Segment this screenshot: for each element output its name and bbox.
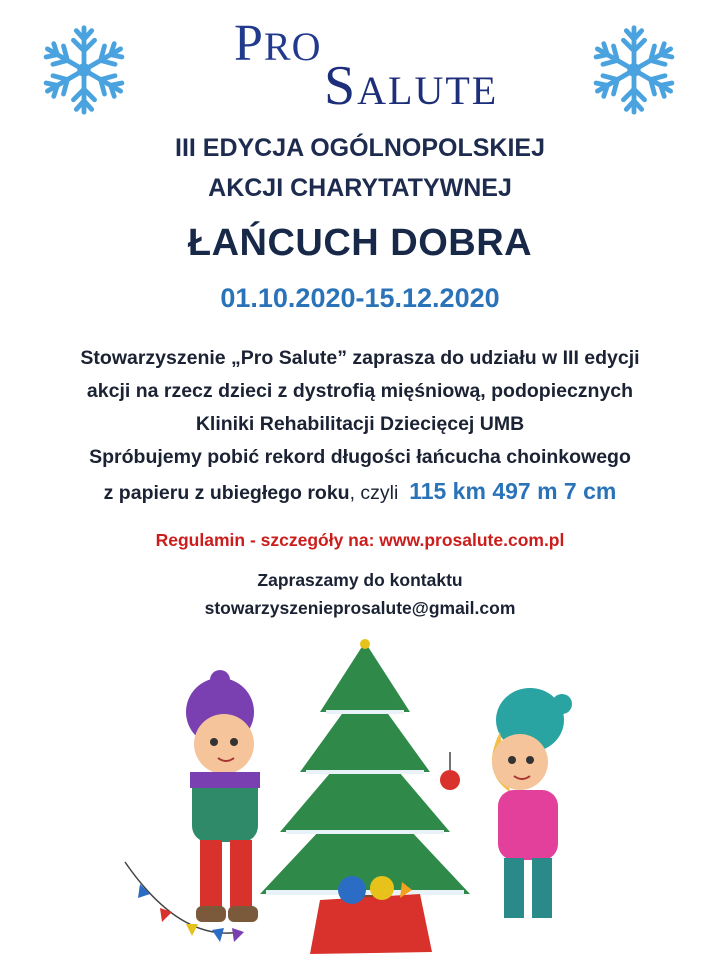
pro-salute-logo [232,14,502,117]
body-line-5-start: z papieru z ubiegłego roku [103,482,350,504]
contact-invite: Zapraszamy do kontaktu [257,570,463,590]
christmas-tree-illustration [120,632,590,960]
snowflake-icon [36,22,132,118]
snowflake-icon [586,22,682,118]
record-length: 115 km 497 m 7 cm [409,478,617,504]
body-line-1: Stowarzyszenie „Pro Salute” zaprasza do udziału w III edycji [80,347,640,369]
body-line-3: Kliniki Rehabilitacji Dziecięcej UMB [195,413,525,435]
campaign-name: ŁAŃCUCH DOBRA [187,222,533,264]
regulamin-link[interactable]: Regulamin - szczegóły na: www.prosalute.com.pl [155,530,565,550]
title-line-2: AKCJI CHARYTATYWNEJ [208,174,512,202]
body-line-5 [0,478,720,505]
title-line-1: III EDYCJA OGÓLNOPOLSKIEJ [175,134,545,162]
logo-pro: PRO [234,15,322,72]
campaign-dates: 01.10.2020-15.12.2020 [220,283,500,313]
boy-figure [186,670,260,922]
contact-email[interactable]: stowarzyszenieprosalute@gmail.com [204,598,516,618]
body-line-2: akcji na rzecz dzieci z dystrofią mięśniową, podopiecznych [86,380,634,402]
body-line-4: Spróbujemy pobić rekord długości łańcucha choinkowego [89,446,631,468]
christmas-tree [260,639,470,912]
body-line-5-mid: , czyli [349,482,399,504]
logo-salute: SALUTE [324,55,499,117]
